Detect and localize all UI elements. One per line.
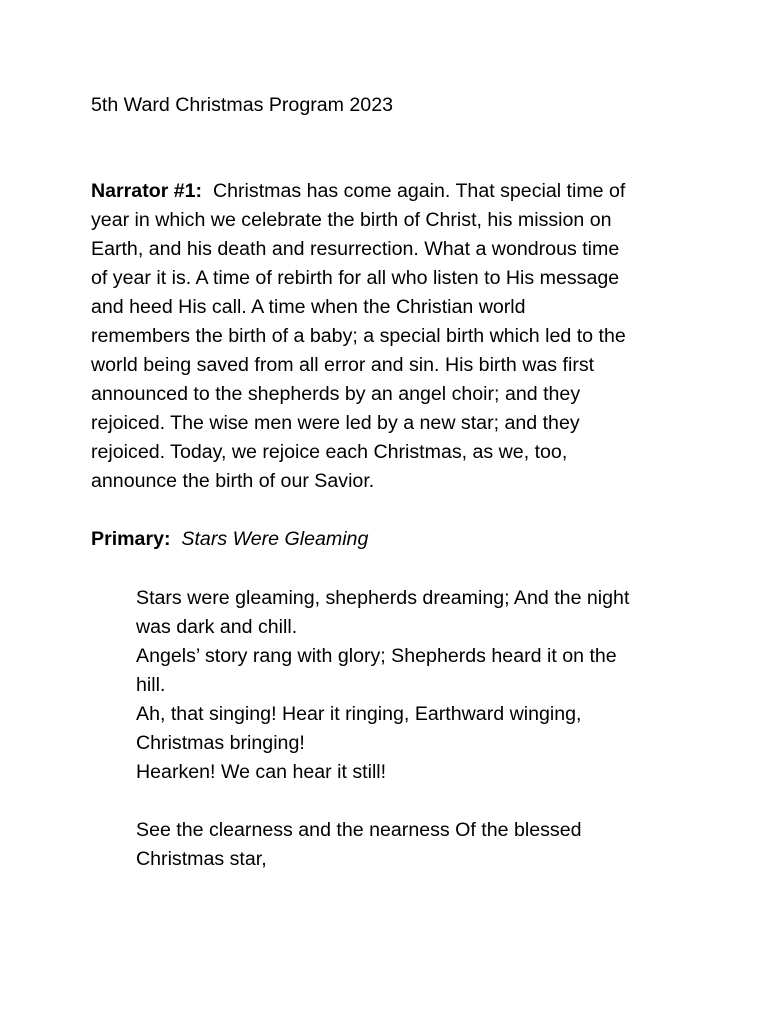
narrator-line-9: rejoiced. The wise men were led by a new star; and they xyxy=(91,412,580,434)
narrator-line-4: of year it is. A time of rebirth for all who listen to His message xyxy=(91,267,620,289)
verse1-line-4: hill. xyxy=(136,674,166,696)
narrator-line-3: Earth, and his death and resurrection. What a wondrous time xyxy=(91,238,620,260)
verse1-line-5: Ah, that singing! Hear it ringing, Earthward winging, xyxy=(136,703,582,725)
narrator-line-2: year in which we celebrate the birth of Christ, his mission on xyxy=(91,209,612,231)
verse2-line-1: See the clearness and the nearness Of the blessed xyxy=(136,819,582,841)
narrator-line-10: rejoiced. Today, we rejoice each Christmas, as we, too, xyxy=(91,441,568,463)
verse1-line-6: Christmas bringing! xyxy=(136,732,305,754)
narrator-label: Narrator #1: xyxy=(91,180,203,202)
narrator-line-6: remembers the birth of a baby; a special birth which led to the xyxy=(91,325,626,347)
narrator-text: Christmas has come again. That special time of xyxy=(212,180,626,202)
narrator-line-7: world being saved from all error and sin. His birth was first xyxy=(91,354,595,376)
verse1-line-2: was dark and chill. xyxy=(136,616,298,638)
song-title: Stars Were Gleaming xyxy=(181,528,369,550)
narrator-line-11: announce the birth of our Savior. xyxy=(91,470,375,492)
primary-label: Primary: xyxy=(91,528,171,550)
document-title: 5th Ward Christmas Program 2023 xyxy=(91,94,393,116)
verse1-line-1: Stars were gleaming, shepherds dreaming; And the night xyxy=(136,587,630,609)
primary-heading xyxy=(91,525,368,554)
verse2-line-2: Christmas star, xyxy=(136,848,267,870)
narrator-line-5: and heed His call. A time when the Christian world xyxy=(91,296,526,318)
verse1-line-3: Angels’ story rang with glory; Shepherds heard it on the xyxy=(136,645,617,667)
verse1-line-7: Hearken! We can hear it still! xyxy=(136,761,387,783)
narrator-line-8: announced to the shepherds by an angel choir; and they xyxy=(91,383,581,405)
narrator-line-1 xyxy=(91,177,625,206)
